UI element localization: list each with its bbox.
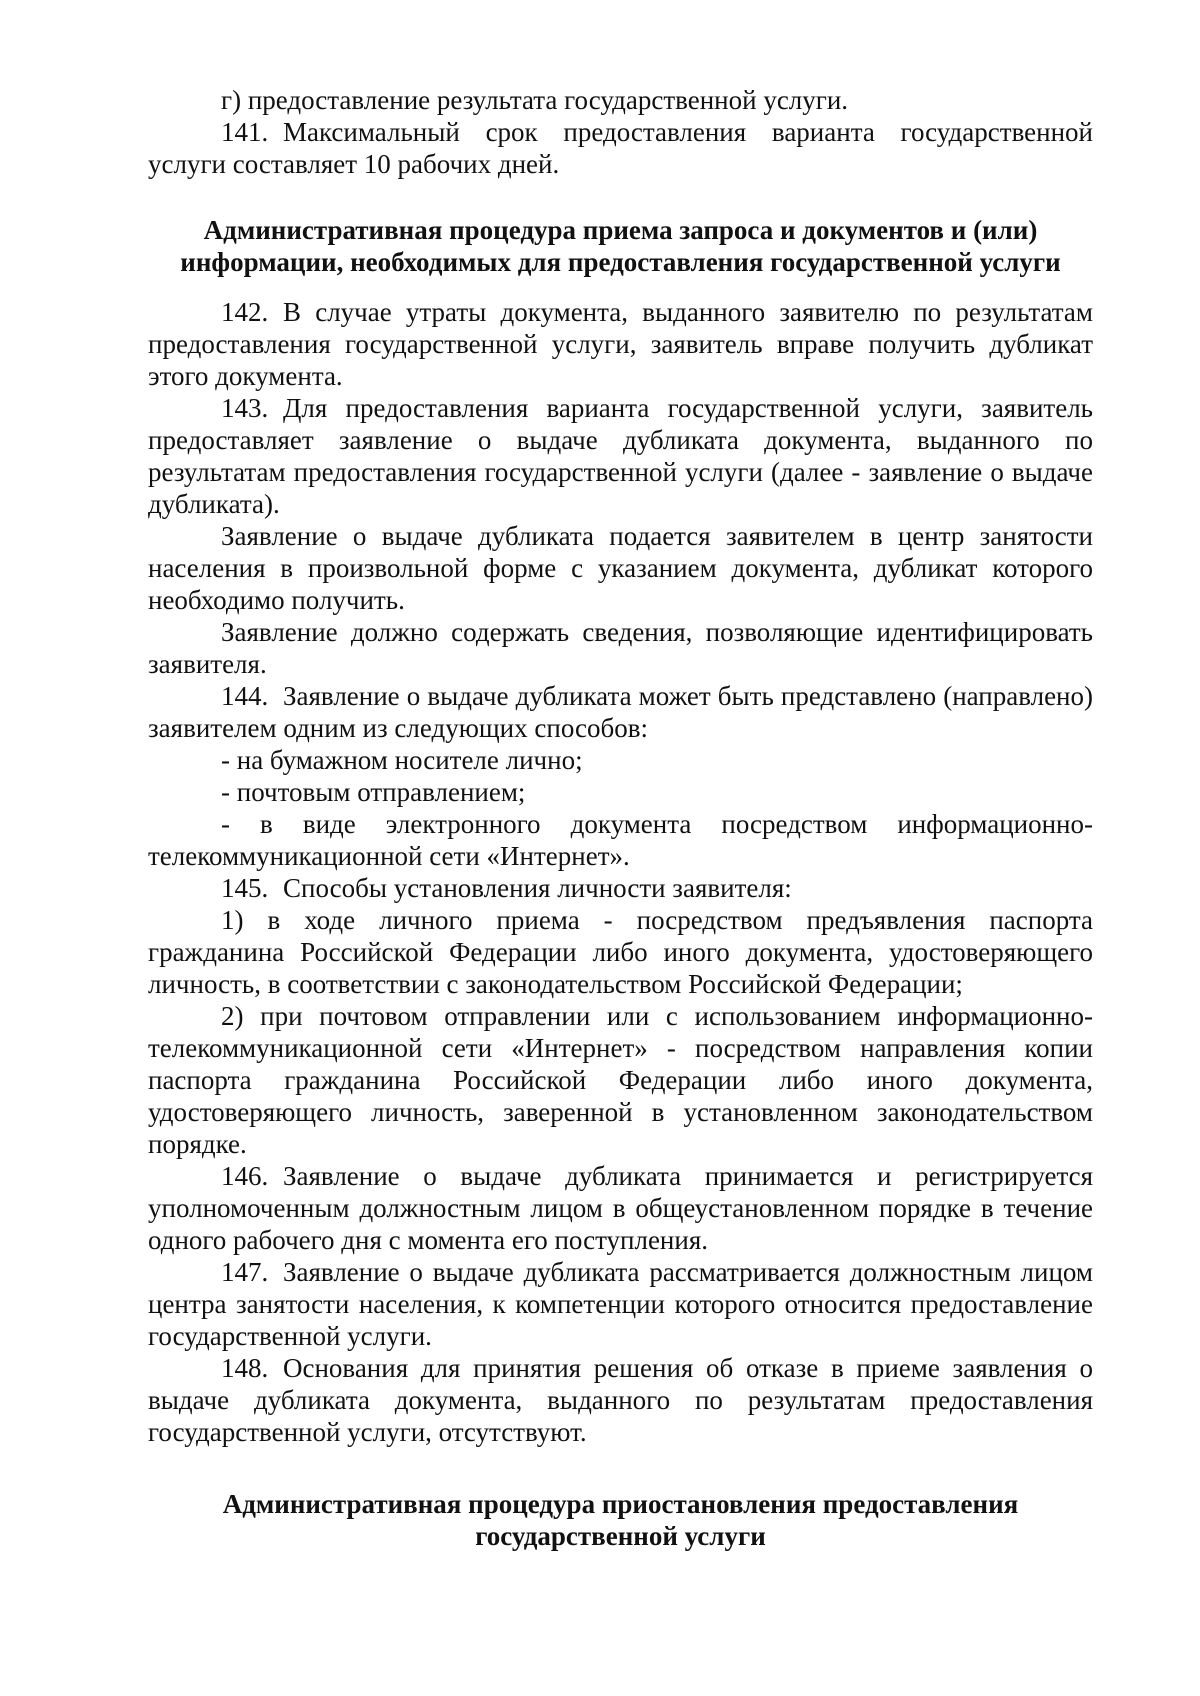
paragraph-number: 147. xyxy=(221,1257,269,1287)
paragraph-text: Заявление о выдаче дубликата принимается и регистрируется уполномоченным должностным лицом в общеустановленном порядке в течение одного рабочего дня с момента его поступления. xyxy=(148,1161,1093,1255)
paragraph-144 xyxy=(148,680,1093,744)
paragraph-143 xyxy=(148,392,1093,520)
paragraph-145-item-2: 2) при почтовом отправлении или с использованием информационно-телекоммуникационной сети «Интернет» - посредством направления копии паспорта гражданина Российской Федерации либо иного документа, удостоверяющего личность, заверенной в установленном законодательством порядке. xyxy=(148,1001,1093,1159)
paragraph-g: г) предоставление результата государственной услуги. xyxy=(221,85,849,115)
paragraph-143-content: Заявление должно содержать сведения, позволяющие идентифицировать заявителя. xyxy=(148,617,1093,679)
paragraph-number: 145. xyxy=(221,873,269,903)
paragraph-148 xyxy=(148,1352,1093,1448)
paragraph-text: Заявление о выдаче дубликата может быть представлено (направлено) заявителем одним из следующих способов: xyxy=(148,681,1093,743)
paragraph-number: 141. xyxy=(221,117,269,147)
list-item: - на бумажном носителе лично; xyxy=(221,745,583,775)
paragraph-number: 143. xyxy=(221,393,269,423)
paragraph-number: 144. xyxy=(221,681,269,711)
paragraph-text: Для предоставления варианта государственной услуги, заявитель предоставляет заявление о выдаче дубликата документа, выданного по результатам предоставления государственной услуги (далее - заявление о выдаче дубликата). xyxy=(148,393,1093,519)
paragraph-number: 142. xyxy=(221,297,269,327)
paragraph-number: 148. xyxy=(221,1353,269,1383)
paragraph-142 xyxy=(148,296,1093,392)
paragraph-146 xyxy=(148,1160,1093,1256)
paragraph-147 xyxy=(148,1256,1093,1352)
list-item: - в виде электронного документа посредством информационно-телекоммуникационной сети «Интернет». xyxy=(148,809,1093,871)
paragraph-text: Максимальный срок предоставления варианта государственной услуги составляет 10 рабочих дней. xyxy=(148,117,1093,179)
paragraph-number: 146. xyxy=(221,1161,269,1191)
paragraph-text: В случае утраты документа, выданного заявителю по результатам предоставления государственной услуги, заявитель вправе получить дубликат этого документа. xyxy=(148,297,1093,391)
section-heading-suspension: Административная процедура приостановления предоставления государственной услуги xyxy=(222,1489,1019,1551)
paragraph-141 xyxy=(148,116,1093,180)
document-page xyxy=(148,84,1093,1552)
paragraph-145 xyxy=(148,872,1093,904)
paragraph-text: Основания для принятия решения об отказе в приеме заявления о выдаче дубликата документа, выданного по результатам предоставления государственной услуги, отсутствуют. xyxy=(148,1353,1093,1447)
paragraph-145-item-1: 1) в ходе личного приема - посредством предъявления паспорта гражданина Российской Федерации либо иного документа, удостоверяющего личность, в соответствии с законодательством Российской Федерации; xyxy=(148,905,1093,999)
paragraph-143-submission: Заявление о выдаче дубликата подается заявителем в центр занятости населения в произвольной форме с указанием документа, дубликат которого необходимо получить. xyxy=(148,521,1093,615)
paragraph-text: Способы установления личности заявителя: xyxy=(283,873,792,903)
section-heading-intake: Административная процедура приема запроса и документов и (или) информации, необходимых для предоставления государственной услуги xyxy=(180,215,1061,277)
list-item: - почтовым отправлением; xyxy=(221,777,526,807)
paragraph-text: Заявление о выдаче дубликата рассматривается должностным лицом центра занятости населения, к компетенции которого относится предоставление государственной услуги. xyxy=(148,1257,1093,1351)
